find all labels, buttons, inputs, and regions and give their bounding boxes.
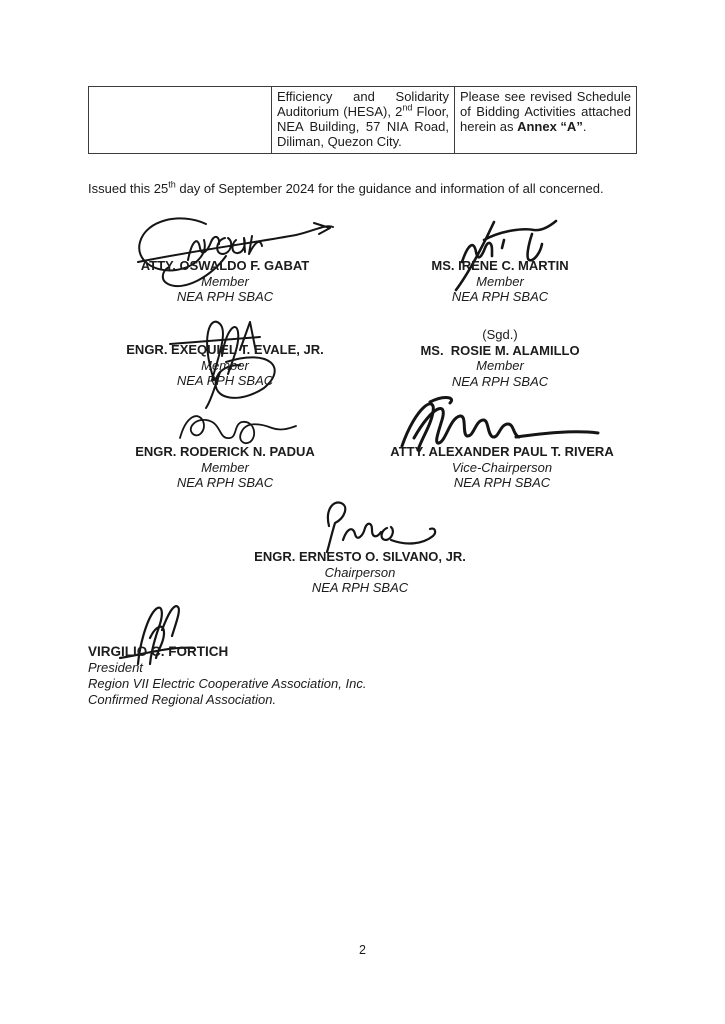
signatory-block-martin <box>355 258 645 305</box>
signatory-block-rivera <box>352 444 652 491</box>
page-number: 2 <box>359 943 366 957</box>
signatory-org: NEA RPH SBAC <box>451 373 549 389</box>
signatory-org: NEA RPH SBAC <box>453 475 551 490</box>
issued-text-continued: day of September 2024 for the guidance and information of all concerned. <box>175 181 604 196</box>
signatory-block-gabat <box>83 258 367 305</box>
signatory-title: Member <box>201 357 249 373</box>
signatory-block-alamillo <box>355 327 645 389</box>
signatory-name: ENGR. EXEQUIEL T. EVALE, JR. <box>126 342 324 357</box>
signatory-title: Chairperson <box>324 564 396 580</box>
annex-note-period: . <box>582 119 587 135</box>
signatory-name: ATTY. ALEXANDER PAUL T. RIVERA <box>390 444 614 459</box>
table-cell-venue <box>272 87 455 153</box>
silvano-signature <box>293 498 443 556</box>
venue-ordinal-suffix: nd <box>402 102 413 113</box>
venue-text: Efficiency and Solidarity Auditorium (HESA), 2 <box>277 89 449 120</box>
signatory-name: ENGR. RODERICK N. PADUA <box>135 444 315 459</box>
signatory-org: NEA RPH SBAC <box>451 289 549 304</box>
endorser-note: Confirmed Regional Association. <box>88 692 277 707</box>
signatory-title: Vice-Chairperson <box>451 459 553 475</box>
table-cell-empty <box>89 87 272 153</box>
issued-statement <box>88 181 648 197</box>
issued-text: Issued this 25 <box>88 181 169 196</box>
signatory-title: Member <box>476 273 524 289</box>
signatory-block-silvano <box>215 549 505 596</box>
endorser-name: VIRGILIO C. FORTICH <box>88 644 229 659</box>
venue-text-continued: Floor, NEA Building, 57 NIA Road, Diliman, Quezon City. <box>277 104 449 150</box>
signatory-org: NEA RPH SBAC <box>176 289 274 304</box>
signatory-org: NEA RPH SBAC <box>176 475 274 490</box>
signatory-org: NEA RPH SBAC <box>176 373 274 388</box>
endorser-title: President <box>88 660 143 675</box>
signatory-name: ATTY. OSWALDO F. GABAT <box>140 258 310 273</box>
signatory-name: ENGR. ERNESTO O. SILVANO, JR. <box>254 549 466 564</box>
annex-label: Annex “A” <box>517 119 583 135</box>
signatory-title: Member <box>201 273 249 289</box>
table-cell-annex-note <box>455 87 636 153</box>
issued-ordinal-suffix: th <box>168 179 176 190</box>
annex-note-text: Please see revised Schedule of Bidding Activities attached herein as <box>460 89 631 135</box>
signatory-title: Member <box>201 459 249 475</box>
signatory-title: Member <box>476 358 524 373</box>
bidding-schedule-table <box>88 86 637 154</box>
sgd-label: (Sgd.) <box>482 327 518 342</box>
signatory-block-padua <box>83 444 367 491</box>
signatory-block-evale <box>83 342 367 389</box>
signatory-org: NEA RPH SBAC <box>311 580 409 595</box>
signatory-name: MS. IRENE C. MARTIN <box>431 258 569 273</box>
endorser-org: Region VII Electric Cooperative Association, Inc. <box>88 676 367 691</box>
signatory-name: MS. ROSIE M. ALAMILLO <box>420 342 580 358</box>
endorser-block <box>88 644 518 708</box>
